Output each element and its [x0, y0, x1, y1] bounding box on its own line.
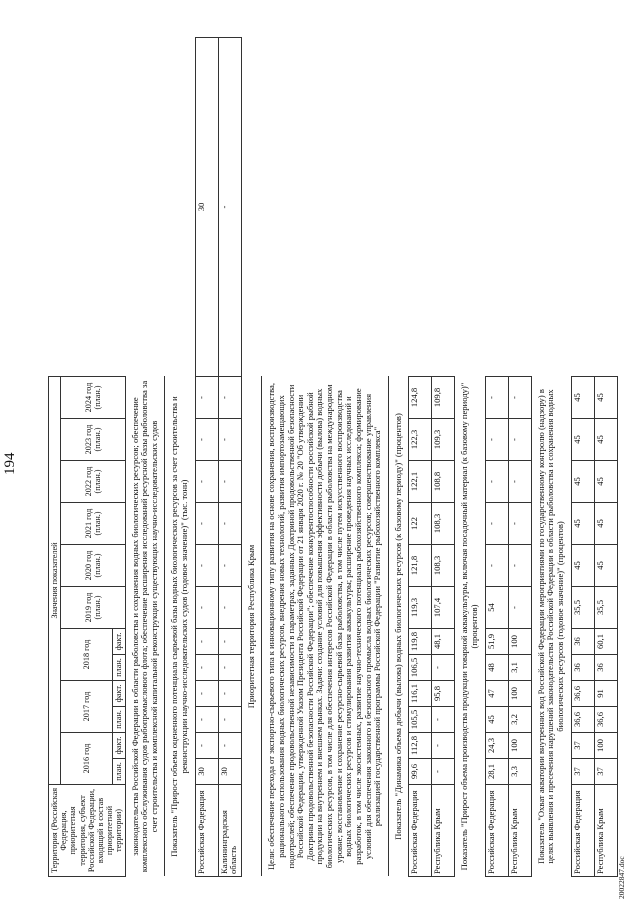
value-cell: 24,3 — [485, 733, 508, 759]
value-cell: - — [218, 38, 241, 377]
value-cell: - — [195, 419, 218, 461]
value-cell: - — [485, 545, 508, 587]
territory-name: Российская Федерация — [195, 785, 218, 877]
fact-header: факт. — [113, 681, 125, 707]
table-row — [571, 38, 594, 877]
section-text: Показатель "Прирост объема оцененного потенциала сырьевой базы водных биологических ресурсов за счет строительства и реконструкции научно-исследовательских судов (годовое значение)" (тыс. тонн) — [165, 377, 195, 877]
fact-header: факт. — [113, 733, 125, 759]
fact-header: факт. — [113, 629, 125, 655]
table-row — [594, 38, 617, 877]
section-text: Приоритетная территория Республика Крым — [241, 377, 262, 877]
table-row — [508, 38, 531, 877]
value-cell: 116,1 — [409, 681, 432, 707]
value-cell: 91 — [594, 681, 617, 707]
value-cell: 45 — [571, 419, 594, 461]
value-cell: 3,3 — [508, 759, 531, 785]
value-cell: 45 — [594, 503, 617, 545]
year-header: 2024 год (план.) — [61, 377, 125, 419]
value-cell: 60,1 — [594, 629, 617, 655]
values-header: Значения показателей — [49, 377, 61, 785]
value-cell: 30 — [195, 759, 218, 785]
value-cell: 109,8 — [432, 377, 455, 419]
value-cell: 47 — [485, 681, 508, 707]
value-cell: - — [508, 419, 531, 461]
value-cell: - — [218, 655, 241, 681]
value-cell: 35,5 — [594, 587, 617, 629]
value-cell: 48,1 — [432, 629, 455, 655]
value-cell: 109,3 — [432, 419, 455, 461]
table-row — [485, 38, 508, 877]
year-header: 2021 год (план.) — [61, 503, 125, 545]
value-cell: 45 — [571, 461, 594, 503]
value-cell: 36,6 — [571, 707, 594, 733]
value-cell: 100 — [594, 733, 617, 759]
value-cell: - — [195, 707, 218, 733]
value-cell: 45 — [594, 461, 617, 503]
value-cell: - — [195, 461, 218, 503]
value-cell: 54 — [485, 587, 508, 629]
value-cell: 100 — [508, 629, 531, 655]
value-cell: 107,4 — [432, 587, 455, 629]
territory-name: Российская Федерация — [485, 785, 508, 877]
section-text: законодательства Российской Федерации в области рыболовства и сохранения водных биологических ресурсов; обеспечение комплексного обслуживания судов рыбопромыслового флота; обеспечение расширения исследований ресурсной базы рыболовства за счет строительства и комплексной капитальной реконструкции существующих научно-исследовательских судов — [125, 377, 165, 877]
value-cell: 121,8 — [409, 545, 432, 587]
value-cell: 45 — [485, 707, 508, 733]
value-cell: 108,3 — [432, 545, 455, 587]
value-cell: - — [432, 707, 455, 733]
value-cell: - — [195, 545, 218, 587]
table-row — [218, 38, 241, 877]
section-text: Показатель "Динамика объема добычи (вылова) водных биологических ресурсов (к базовому периоду)" (процентов) — [388, 377, 409, 877]
value-cell: - — [218, 681, 241, 707]
value-cell: - — [218, 707, 241, 733]
value-cell: - — [218, 733, 241, 759]
value-cell: 122,3 — [409, 419, 432, 461]
value-cell: 36,6 — [594, 707, 617, 733]
value-cell: - — [218, 545, 241, 587]
territory-name: Российская Федерация — [409, 785, 432, 877]
value-cell: 122 — [409, 503, 432, 545]
value-cell: - — [508, 461, 531, 503]
value-cell: 124,8 — [409, 377, 432, 419]
territory-name: Российская Федерация — [571, 785, 594, 877]
value-cell: 37 — [594, 759, 617, 785]
value-cell: - — [218, 461, 241, 503]
value-cell: - — [432, 655, 455, 681]
value-cell: 108,8 — [432, 461, 455, 503]
value-cell: 106,5 — [409, 655, 432, 681]
value-cell: 45 — [571, 377, 594, 419]
territory-name: Республика Крым — [508, 785, 531, 877]
value-cell: 3,1 — [508, 655, 531, 681]
value-cell: 119,3 — [409, 587, 432, 629]
value-cell: 37 — [571, 733, 594, 759]
plan-header: план. — [113, 707, 125, 733]
value-cell: 45 — [571, 503, 594, 545]
table-row — [432, 38, 455, 877]
value-cell: 51,9 — [485, 629, 508, 655]
value-cell: - — [485, 377, 508, 419]
value-cell: - — [195, 629, 218, 655]
page-number: 194 — [2, 452, 18, 475]
table-row — [409, 38, 432, 877]
value-cell: - — [195, 587, 218, 629]
territory-name: Калининградская область — [218, 785, 241, 877]
territory-header: Территория (Российская Федерация, приоритетная территория, субъект Российской Федерации, входящий в состав приоритетной территории) — [49, 785, 126, 877]
section-text: Цели: обеспечение перехода от экспортно-сырьевого типа к инновационному типу развития на основе сохранения, воспроизводства, рационального использования водных биологических ресурсов, внедрения новых технологий, развития импортозамещающих подотраслей; обеспечение продовольственной независимости в параметрах, заданных Доктриной продовольственной безопасности Российской Федерации, утвержденной Указом Президента Российской Федерации от 21 января 2020 г. № 20 "Об утверждении Доктрины продовольственной безопасности Российской Федерации"; обеспечение конкурентоспособности российской рыбной продукции на внутреннем и внешнем рынках. Задачи: создание условий для повышения эффективности добычи (вылова) водных биологических ресурсов, в том числе для обеспечения интересов Российской Федерации в области рыболовства на международном уровне; восстановление и сохранение ресурсно-сырьевой базы рыболовства, в том числе путем искусственного воспроизводства водных биологических ресурсов и стимулирования развития аквакультуры; расширение проведения научных исследований и разработок, в том числе экосистемных, развитие научно-технического потенциала рыбохозяйственного комплекса; формирование условий для обеспечения законного и безопасного промысла водных биологических ресурсов; совершенствование управления реализацией государственной программы Российской Федерации "Развитие рыбохозяйственного комплекса" — [262, 377, 389, 877]
value-cell: 45 — [594, 377, 617, 419]
territory-name: Республика Крым — [594, 785, 617, 877]
value-cell: 105,5 — [409, 707, 432, 733]
year-header: 2016 год — [61, 733, 113, 785]
value-cell: 35,5 — [571, 587, 594, 629]
value-cell: - — [508, 587, 531, 629]
value-cell: - — [195, 733, 218, 759]
year-header: 2022 год (план.) — [61, 461, 125, 503]
value-cell: - — [432, 759, 455, 785]
value-cell: 112,8 — [409, 733, 432, 759]
value-cell: 37 — [571, 759, 594, 785]
value-cell: - — [485, 461, 508, 503]
value-cell: - — [508, 377, 531, 419]
value-cell: - — [485, 503, 508, 545]
value-cell: 48 — [485, 655, 508, 681]
section-text: Показатель "Прирост объема производства продукции товарной аквакультуры, включая посадочный материал (к базовому периоду)" (процентов) — [455, 377, 485, 877]
value-cell: 95,8 — [432, 681, 455, 707]
plan-header: план. — [113, 655, 125, 681]
value-cell: - — [508, 545, 531, 587]
territory-name: Республика Крым — [432, 785, 455, 877]
year-header: 2017 год — [61, 681, 113, 733]
value-cell: 30 — [195, 38, 218, 377]
value-cell: - — [218, 503, 241, 545]
value-cell: - — [195, 503, 218, 545]
value-cell: - — [195, 655, 218, 681]
value-cell: - — [218, 629, 241, 655]
value-cell: - — [195, 377, 218, 419]
table-row — [195, 38, 218, 877]
value-cell: 122,1 — [409, 461, 432, 503]
value-cell: - — [195, 681, 218, 707]
value-cell: 36 — [594, 655, 617, 681]
value-cell: 30 — [218, 759, 241, 785]
value-cell: 99,6 — [409, 759, 432, 785]
value-cell: 100 — [508, 681, 531, 707]
value-cell: 108,3 — [432, 503, 455, 545]
value-cell: 100 — [508, 733, 531, 759]
value-cell: - — [218, 587, 241, 629]
value-cell: - — [218, 419, 241, 461]
year-header: 2023 год (план.) — [61, 419, 125, 461]
year-header: 2019 год (план.) — [61, 587, 125, 629]
value-cell: - — [432, 733, 455, 759]
value-cell: - — [485, 419, 508, 461]
year-header: 2018 год — [61, 629, 113, 681]
value-cell: 119,8 — [409, 629, 432, 655]
value-cell: 45 — [571, 545, 594, 587]
plan-header: план. — [113, 759, 125, 785]
value-cell: - — [218, 377, 241, 419]
value-cell: 3,2 — [508, 707, 531, 733]
indicators-table — [48, 37, 618, 877]
value-cell: 28,1 — [485, 759, 508, 785]
value-cell: 36,6 — [571, 681, 594, 707]
value-cell: 45 — [594, 419, 617, 461]
section-text: Показатель "Охват акватории внутренних вод Российской Федерации мероприятиями по государственному контролю (надзору) в целях выявления и пресечения нарушений законодательства Российской Федерации в области рыболовства и сохранения водных биологических ресурсов (годовое значение)" (процентов) — [531, 377, 571, 877]
value-cell: 36 — [571, 629, 594, 655]
value-cell: 36 — [571, 655, 594, 681]
year-header: 2020 год (план.) — [61, 545, 125, 587]
value-cell: 45 — [594, 545, 617, 587]
document-id: 20022847.doc — [617, 856, 626, 899]
value-cell: - — [508, 503, 531, 545]
